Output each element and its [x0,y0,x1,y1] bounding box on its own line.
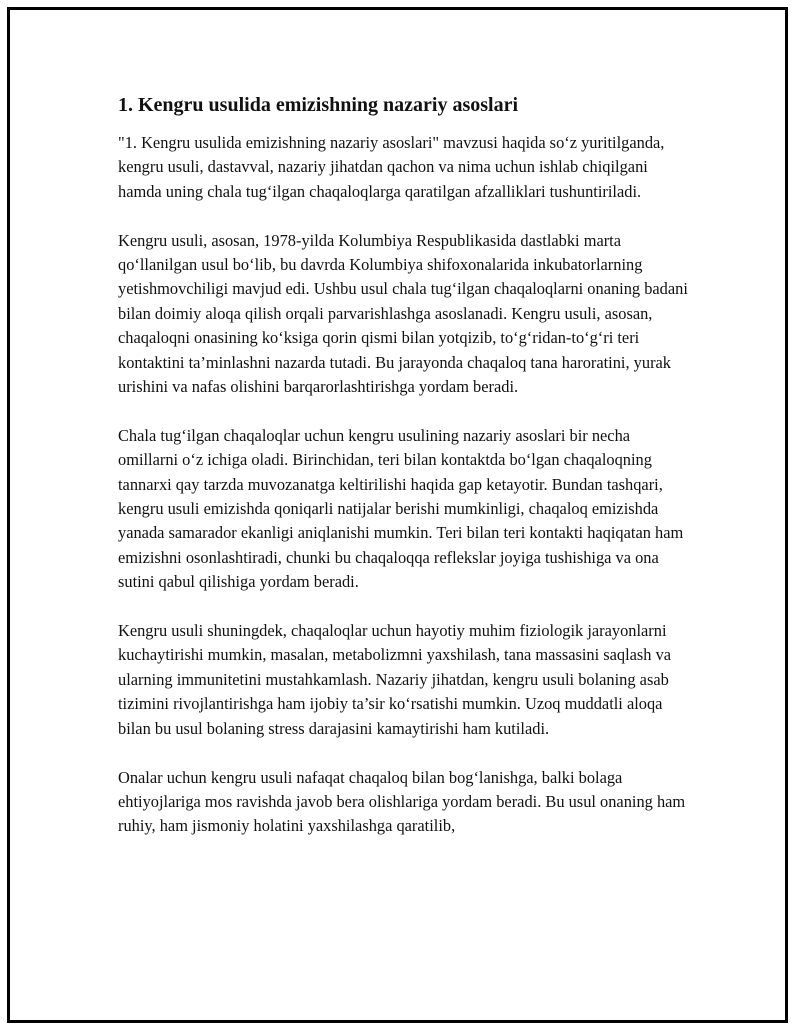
paragraph-3: Chala tug‘ilgan chaqaloqlar uchun kengru usulining nazariy asoslari bir necha omillarni o‘z ichiga oladi. Birinchidan, teri bilan kontaktda bo‘lgan chaqaloqning tannarxi qay tarzda muvozanatga keltirilishi haqida gap ketayotir. Bundan tashqari, kengru usuli emizishda qoniqarli natijalar berishi mumkinligi, chaqaloq emizishda yanada samarador ekanligi aniqlanishi mumkin. Teri bilan teri kontakti haqiqatan ham emizishni osonlashtiradi, chunki bu chaqaloqqa reflekslar joyiga tushishiga va ona sutini qabul qilishiga yordam beradi. [118,425,684,592]
document-body [118,92,690,863]
paragraph-4: Kengru usuli shuningdek, chaqaloqlar uchun hayotiy muhim fiziologik jarayonlarni kuchaytirishi mumkin, masalan, metabolizmni yaxshilash, tana massasini saqlash va ularning immunitetini mustahkamlash. Nazariy jihatdan, kengru usuli bolaning asab tizimini rivojlantirishga ham ijobiy ta’sir ko‘rsatishi mumkin. Uzoq muddatli aloqa bilan bu usul bolaning stress darajasini kamaytirishi ham kutiladi. [118,621,672,738]
paragraph-1: "1. Kengru usulida emizishning nazariy asoslari" mavzusi haqida so‘z yuritilganda, kengru usuli, dastavval, nazariy jihatdan qachon va nima uchun ishlab chiqilgani hamda uning chala tug‘ilgan chaqaloqlarga qaratilgan afzalliklari tushuntiriladi. [118,133,665,201]
paragraph-2: Kengru usuli, asosan, 1978-yilda Kolumbiya Respublikasida dastlabki marta qo‘llanilgan usul bo‘lib, bu davrda Kolumbiya shifoxonalarida inkubatorlarning yetishmovchiligi mavjud edi. Ushbu usul chala tug‘ilgan chaqaloqlarni onaning badani bilan doimiy aloqa qilish orqali parvarishlashga asoslanadi. Kengru usuli, asosan, chaqaloqni onasining ko‘ksiga qorin qismi bilan yotqizib, to‘g‘ridan-to‘g‘ri teri kontaktini ta’minlashni nazarda tutadi. Bu jarayonda chaqaloq tana haroratini, yurak urishini va nafas olishini barqarorlashtirishga yordam beradi. [118,230,688,397]
section-heading: 1. Kengru usulida emizishning nazariy asoslari [118,94,519,116]
paragraph-5: Onalar uchun kengru usuli nafaqat chaqaloq bilan bog‘lanishga, balki bolaga ehtiyojlariga mos ravishda javob bera olishlariga yordam beradi. Bu usul onaning ham ruhiy, ham jismoniy holatini yaxshilashga qaratilib, [118,767,686,836]
